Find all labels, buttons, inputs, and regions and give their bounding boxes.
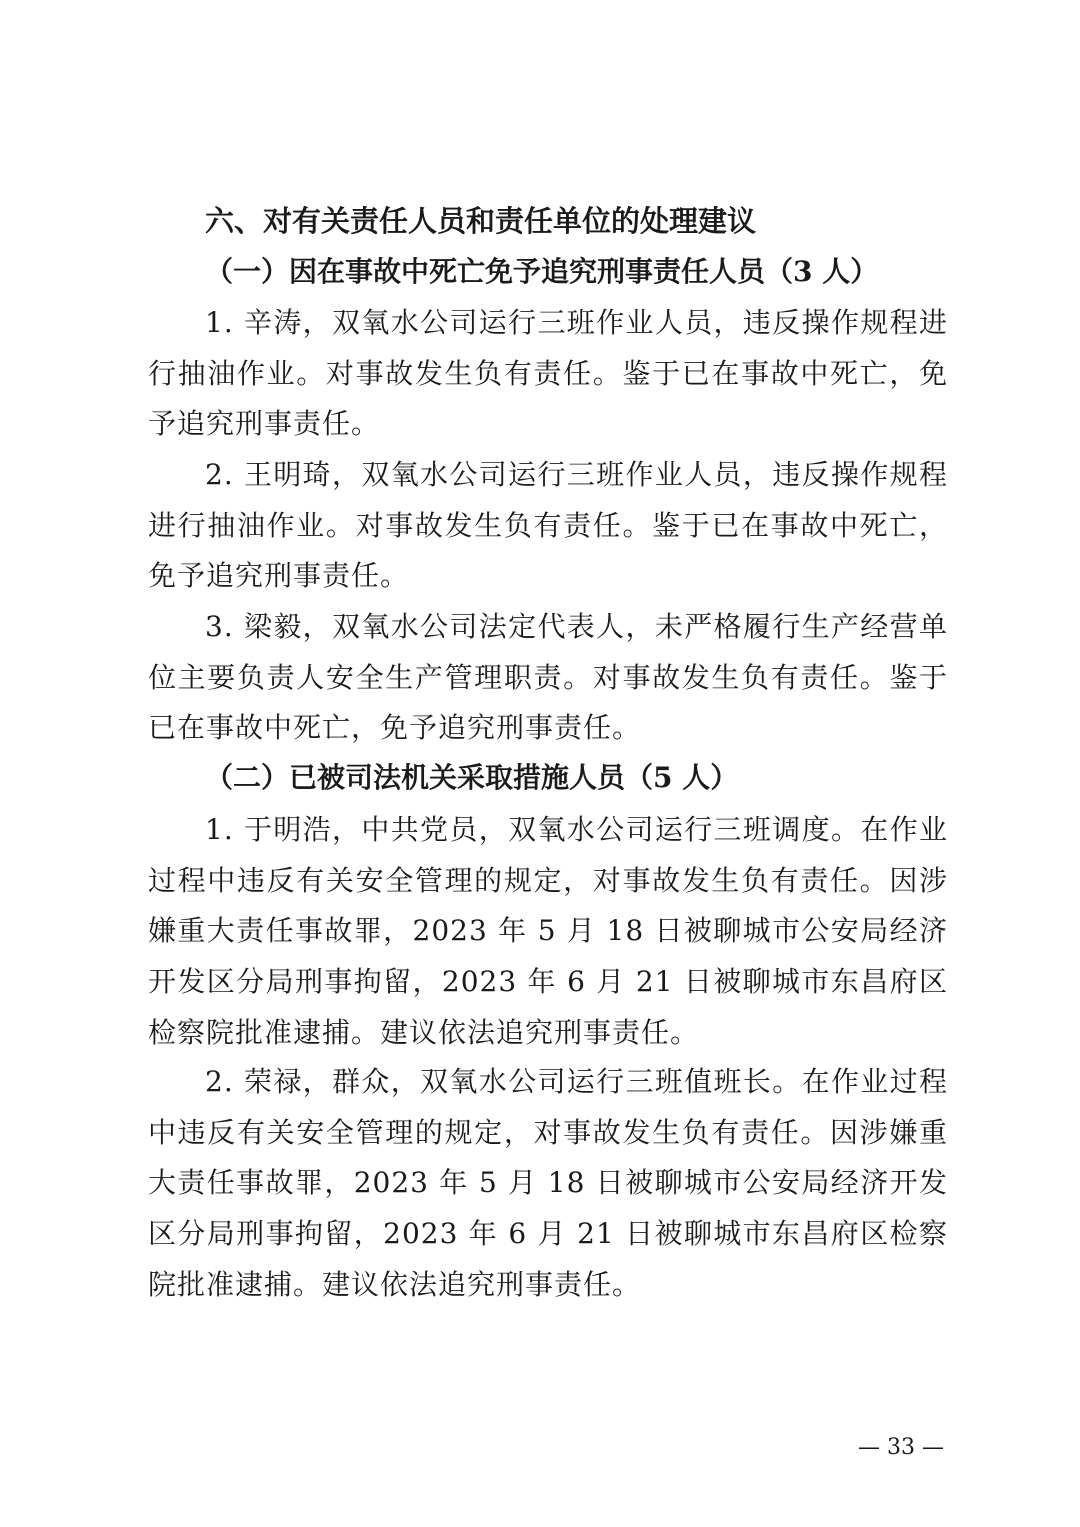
page-number: — 33 —	[858, 1435, 944, 1460]
section-title: 六、对有关责任人员和责任单位的处理建议	[205, 204, 757, 238]
subsection-title-1: （一）因在事故中死亡免予追究刑事责任人员（3 人）	[205, 255, 879, 288]
paragraph-2-1: 1. 于明浩，中共党员，双氧水公司运行三班调度。在作业过程中违反有关安全管理的规定，对事故发生负有责任。因涉嫌重大责任事故罪，2023 年 5 月 18 日被聊城市公安局经济开发区分局刑事拘留，2023 年 6 月 21 日被聊城市东昌府区检察院批准逮捕。建议依法追究刑事责任。	[148, 813, 948, 1049]
paragraph-1-2: 2. 王明琦，双氧水公司运行三班作业人员，违反操作规程进行抽油作业。对事故发生负有责任。鉴于已在事故中死亡，免予追究刑事责任。	[148, 458, 948, 593]
paragraph-1-1: 1. 辛涛，双氧水公司运行三班作业人员，违反操作规程进行抽油作业。对事故发生负有责任。鉴于已在事故中死亡，免予追究刑事责任。	[148, 306, 948, 441]
paragraph-2-2: 2. 荣禄，群众，双氧水公司运行三班值班长。在作业过程中违反有关安全管理的规定，对事故发生负有责任。因涉嫌重大责任事故罪，2023 年 5 月 18 日被聊城市公安局经济开发区分局刑事拘留，2023 年 6 月 21 日被聊城市东昌府区检察院批准逮捕。建议依法追究刑事责任。	[148, 1065, 948, 1301]
paragraph-1-3: 3. 梁毅，双氧水公司法定代表人，未严格履行生产经营单位主要负责人安全生产管理职责。对事故发生负有责任。鉴于已在事故中死亡，免予追究刑事责任。	[148, 610, 948, 745]
subsection-title-2: （二）已被司法机关采取措施人员（5 人）	[205, 761, 739, 794]
